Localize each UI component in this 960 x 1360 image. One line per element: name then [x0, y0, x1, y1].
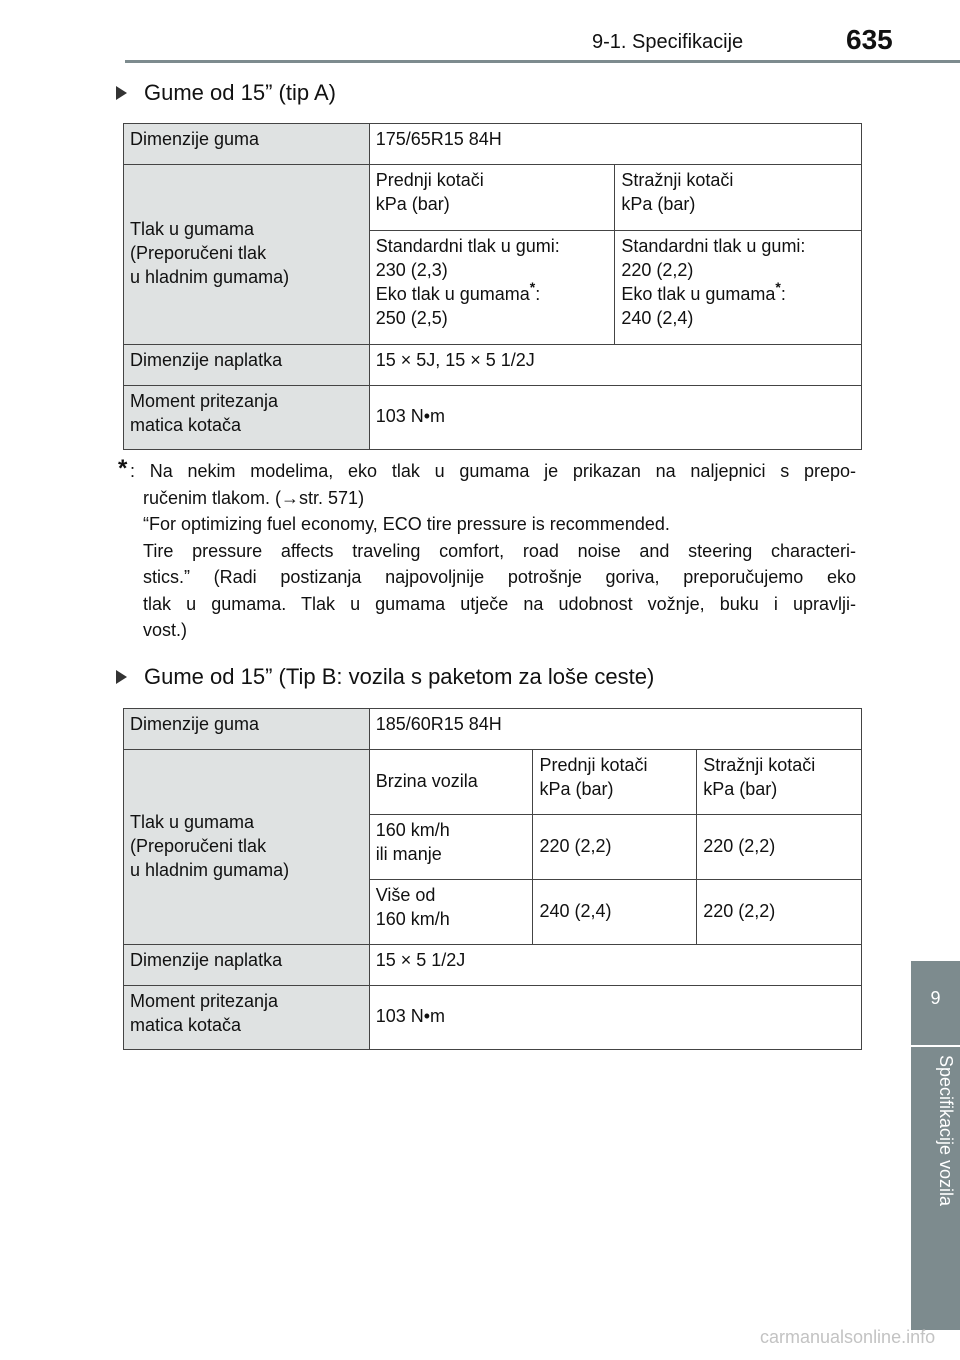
rear-pressure-cell: 220 (2,2) — [697, 880, 862, 945]
table-row — [124, 165, 862, 231]
footnote-marker: * — [118, 455, 128, 482]
header-rule — [125, 60, 960, 63]
table-row — [124, 945, 862, 986]
section-a-heading-text: Gume od 15” (tip A) — [144, 80, 336, 105]
front-wheels-header: Prednji kotači kPa (bar) — [369, 165, 615, 231]
torque-value: 103 N•m — [369, 386, 861, 450]
section-title: 9-1. Specifikacije — [592, 31, 744, 53]
footnote-line: tlak u gumama. Tlak u gumama utječe na udobnost vožnje, buku i upravlji- — [143, 593, 856, 614]
section-b-heading — [116, 664, 654, 690]
front-pressure-cell: 220 (2,2) — [533, 815, 697, 880]
rear-pressure-values: Standardni tlak u gumi: 220 (2,2) Eko tlak u gumama*: 240 (2,4) — [615, 231, 862, 345]
rear-wheels-header: Stražnji kotači kPa (bar) — [615, 165, 862, 231]
torque-value: 103 N•m — [369, 986, 861, 1050]
tire-table-a — [123, 123, 862, 450]
footnote-line: ručenim tlakom. (→str. 571) — [143, 487, 365, 508]
chapter-tab — [911, 961, 960, 1045]
vehicle-speed-header: Brzina vozila — [369, 750, 533, 815]
table-row — [124, 124, 862, 165]
footnote — [118, 455, 856, 644]
front-wheels-header: Prednji kotači kPa (bar) — [533, 750, 697, 815]
tire-size-value: 175/65R15 84H — [369, 124, 861, 165]
tire-pressure-label: Tlak u gumama (Preporučeni tlak u hladnim gumama) — [124, 165, 370, 345]
torque-label: Moment pritezanja matica kotača — [124, 986, 370, 1050]
front-pressure-cell: 240 (2,4) — [533, 880, 697, 945]
chapter-label: Specifikacije vozila — [936, 1055, 956, 1207]
table-row — [124, 750, 862, 815]
tire-size-label: Dimenzije guma — [124, 124, 370, 165]
front-pressure-values: Standardni tlak u gumi: 230 (2,3) Eko tlak u gumama*: 250 (2,5) — [369, 231, 615, 345]
footnote-line: Tire pressure affects traveling comfort, road noise and steering characteri- — [143, 540, 856, 561]
rim-size-label: Dimenzije naplatka — [124, 345, 370, 386]
table-row — [124, 709, 862, 750]
chapter-number: 9 — [930, 988, 941, 1008]
footnote-line: “For optimizing fuel economy, ECO tire pressure is recommended. — [143, 514, 670, 534]
chapter-label-tab — [911, 1047, 960, 1330]
triangle-bullet-icon — [116, 670, 127, 684]
tire-table-b — [123, 708, 862, 1050]
rear-wheels-header: Stražnji kotači kPa (bar) — [697, 750, 862, 815]
footnote-line: : Na nekim modelima, eko tlak u gumama je prikazan na naljepnici s prepo- — [130, 461, 856, 481]
table-row — [124, 345, 862, 386]
rim-size-label: Dimenzije naplatka — [124, 945, 370, 986]
table-row — [124, 386, 862, 450]
rim-size-value: 15 × 5J, 15 × 5 1/2J — [369, 345, 861, 386]
speed-cell: 160 km/h ili manje — [369, 815, 533, 880]
tire-size-value: 185/60R15 84H — [369, 709, 861, 750]
tire-pressure-label: Tlak u gumama (Preporučeni tlak u hladnim gumama) — [124, 750, 370, 945]
section-a-heading — [116, 80, 336, 106]
page-number: 635 — [846, 24, 893, 55]
footnote-line: vost.) — [143, 620, 188, 640]
speed-cell: Više od 160 km/h — [369, 880, 533, 945]
tire-size-label: Dimenzije guma — [124, 709, 370, 750]
rim-size-value: 15 × 5 1/2J — [369, 945, 861, 986]
footnote-line: stics.” (Radi postizanja najpovoljnije potrošnje goriva, preporučujemo eko — [143, 567, 856, 587]
watermark: carmanualsonline.info — [760, 1327, 936, 1347]
section-b-heading-text: Gume od 15” (Tip B: vozila s paketom za loše ceste) — [144, 664, 655, 689]
triangle-bullet-icon — [116, 86, 127, 100]
table-row — [124, 986, 862, 1050]
rear-pressure-cell: 220 (2,2) — [697, 815, 862, 880]
torque-label: Moment pritezanja matica kotača — [124, 386, 370, 450]
